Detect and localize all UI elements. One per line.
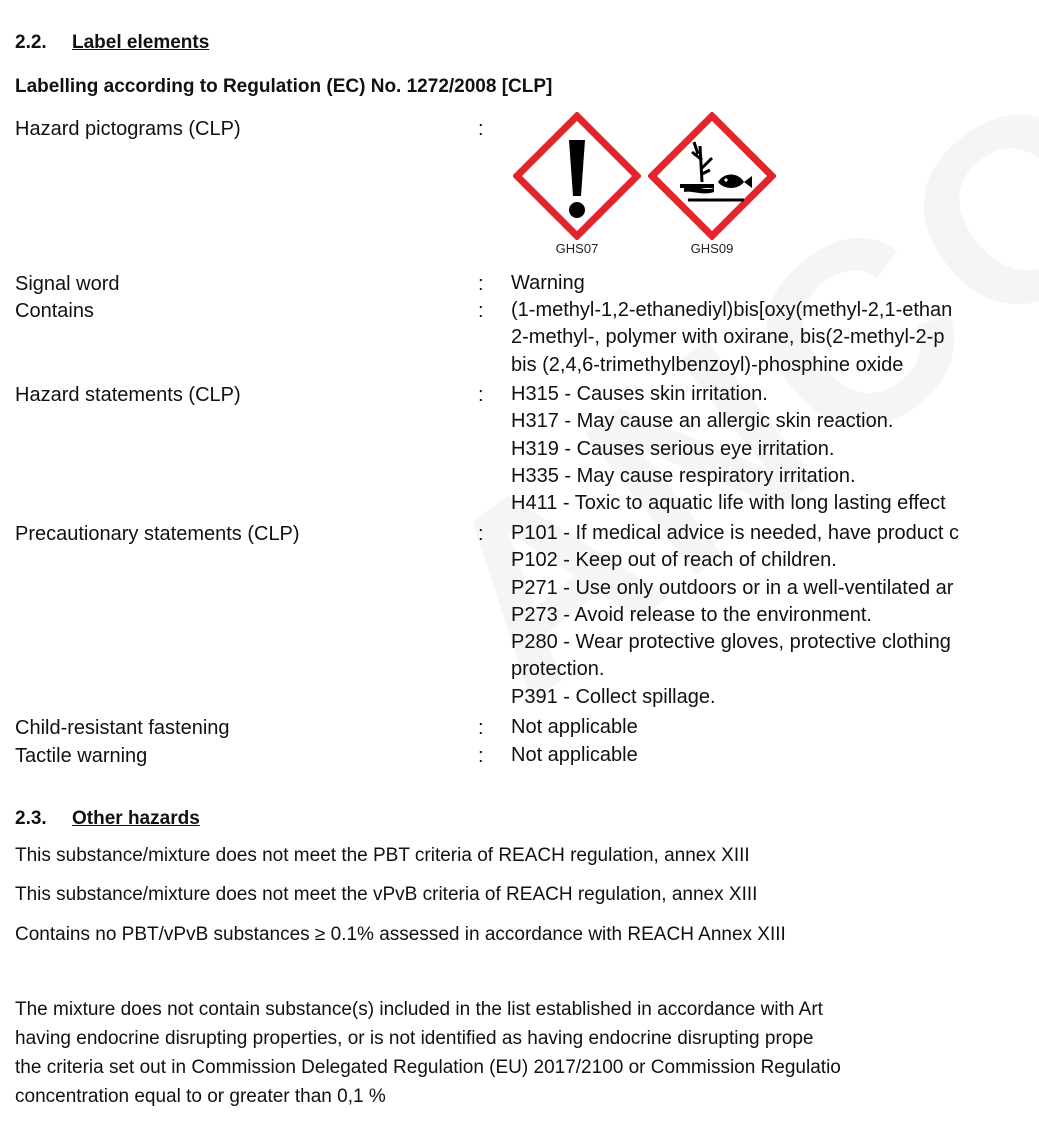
- hazard-statement: H315 - Causes skin irritation.: [511, 383, 768, 405]
- colon: :: [478, 273, 484, 295]
- tactile-warning-value: Not applicable: [511, 744, 638, 766]
- contains-line: bis (2,4,6-trimethylbenzoyl)-phosphine oxide: [511, 353, 904, 376]
- colon: :: [478, 300, 484, 322]
- hazard-statement: H317 - May cause an allergic skin reaction.: [511, 410, 894, 433]
- colon: :: [478, 118, 484, 140]
- precautionary-statement: P101 - If medical advice is needed, have product c: [511, 522, 960, 544]
- colon: :: [478, 717, 484, 739]
- precautionary-statements-label: Precautionary statements (CLP): [15, 523, 300, 545]
- other-hazard-statement: This substance/mixture does not meet the vPvB criteria of REACH regulation, annex XIII: [15, 884, 758, 905]
- pictogram-code: GHS07: [555, 241, 599, 256]
- paragraph-line: The mixture does not contain substance(s) included in the list established in accordance with Art: [15, 999, 823, 1020]
- hazard-statement: H319 - Causes serious eye irritation.: [511, 437, 835, 460]
- hazard-pictograms-label: Hazard pictograms (CLP): [15, 118, 241, 140]
- section-heading-2-2: [15, 32, 209, 54]
- hazard-statements-label: Hazard statements (CLP): [15, 384, 241, 406]
- colon: :: [478, 523, 484, 545]
- tactile-warning-label: Tactile warning: [15, 745, 148, 767]
- section-number: 2.2.: [15, 32, 47, 53]
- paragraph-line: the criteria set out in Commission Delegated Regulation (EU) 2017/2100 or Commission Regulatio: [15, 1057, 841, 1078]
- endocrine-paragraph: [15, 995, 841, 1111]
- precautionary-statement: P271 - Use only outdoors or in a well-ventilated ar: [511, 576, 954, 599]
- contains-value: [511, 297, 952, 379]
- contains-line: 2-methyl-, polymer with oxirane, bis(2-methyl-2-p: [511, 326, 945, 349]
- pictogram-ghs09: [648, 112, 776, 262]
- exclamation-mark-icon: [513, 112, 641, 240]
- other-hazard-statement: This substance/mixture does not meet the PBT criteria of REACH regulation, annex XIII: [15, 845, 750, 866]
- section-title: Label elements: [72, 32, 210, 53]
- precautionary-statement: protection.: [511, 658, 605, 681]
- paragraph-line: having endocrine disrupting properties, or is not identified as having endocrine disrupting prope: [15, 1028, 814, 1049]
- pictogram-code: GHS09: [690, 241, 734, 256]
- precautionary-statement: P391 - Collect spillage.: [511, 685, 716, 708]
- precautionary-statement: P273 - Avoid release to the environment.: [511, 603, 872, 626]
- hazard-statement: H335 - May cause respiratory irritation.: [511, 464, 856, 487]
- hazard-statements-value: [511, 381, 946, 517]
- child-resistant-label: Child-resistant fastening: [15, 717, 230, 739]
- signal-word-value: Warning: [511, 272, 585, 294]
- environment-icon: [648, 112, 776, 240]
- other-hazard-statement: Contains no PBT/vPvB substances ≥ 0.1% assessed in accordance with REACH Annex XIII: [15, 924, 786, 945]
- precautionary-statement: P102 - Keep out of reach of children.: [511, 549, 837, 572]
- precautionary-statement: P280 - Wear protective gloves, protective clothing: [511, 631, 951, 654]
- section-heading-2-3: [15, 808, 200, 830]
- precautionary-statements-value: [511, 520, 959, 711]
- paragraph-line: concentration equal to or greater than 0,1 %: [15, 1086, 386, 1107]
- section-number: 2.3.: [15, 808, 47, 829]
- contains-label: Contains: [15, 300, 94, 322]
- contains-line: (1-methyl-1,2-ethanediyl)bis[oxy(methyl-2,1-ethan: [511, 299, 953, 321]
- child-resistant-value: Not applicable: [511, 716, 638, 738]
- section-title: Other hazards: [72, 808, 200, 829]
- colon: :: [478, 384, 484, 406]
- signal-word-label: Signal word: [15, 273, 120, 295]
- labelling-heading: Labelling according to Regulation (EC) No. 1272/2008 [CLP]: [15, 76, 553, 97]
- colon: :: [478, 745, 484, 767]
- pictogram-ghs07: [513, 112, 641, 262]
- hazard-statement: H411 - Toxic to aquatic life with long lasting effect: [511, 492, 946, 515]
